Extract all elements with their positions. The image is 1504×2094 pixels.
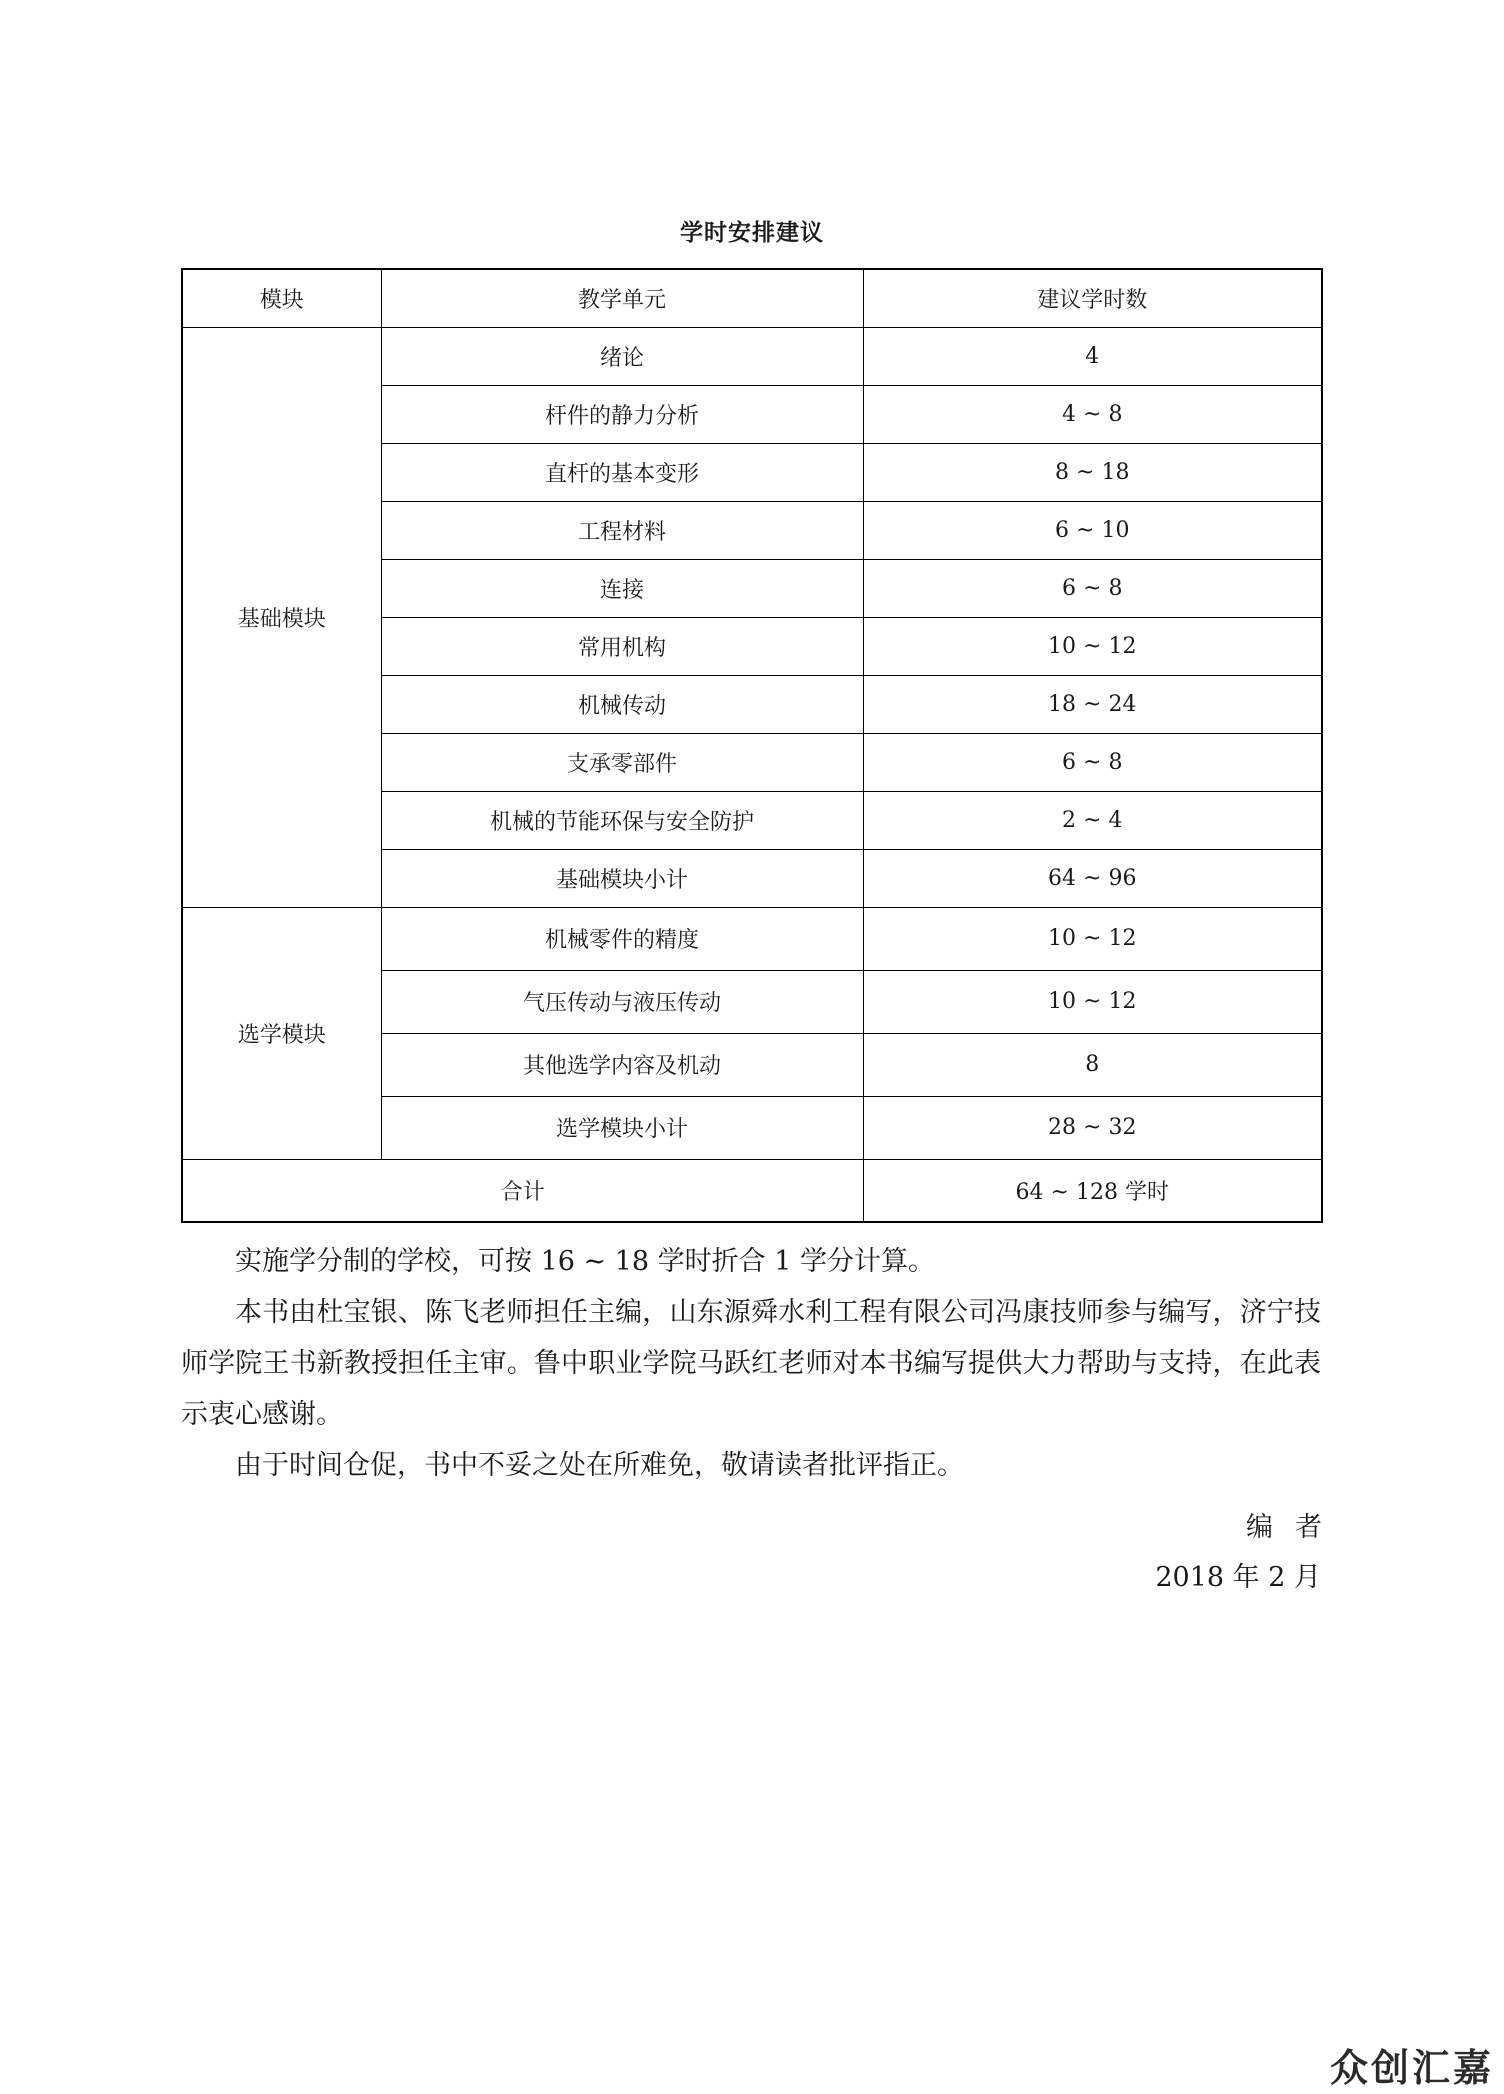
hours-cell: 10 ~ 12 — [863, 970, 1322, 1033]
elective-module-label: 选学模块 — [182, 907, 381, 1159]
hours-cell: 6 ~ 8 — [863, 733, 1322, 791]
hours-cell: 28 ~ 32 — [863, 1096, 1322, 1159]
unit-cell: 直杆的基本变形 — [381, 443, 863, 501]
notes-section — [181, 1236, 1321, 1491]
basic-module-label: 基础模块 — [182, 327, 381, 907]
total-hours: 64 ~ 128 学时 — [863, 1159, 1322, 1222]
unit-cell: 选学模块小计 — [381, 1096, 863, 1159]
paragraph: 实施学分制的学校，可按 16 ~ 18 学时折合 1 学分计算。 — [235, 1246, 936, 1277]
paragraph: 本书由杜宝银、陈飞老师担任主编，山东源舜水利工程有限公司冯康技师参与编写，济宁技师学院王书新教授担任主审。鲁中职业学院马跃红老师对本书编写提供大力帮助与支持，在此表示衷心感谢。 — [181, 1297, 1321, 1430]
unit-cell: 工程材料 — [381, 501, 863, 559]
header-unit: 教学单元 — [381, 269, 863, 327]
watermark-logo: 众创汇嘉 — [1329, 2046, 1494, 2090]
table-row — [182, 907, 1322, 970]
total-label: 合计 — [182, 1159, 863, 1222]
unit-cell: 杆件的静力分析 — [381, 385, 863, 443]
hours-cell: 10 ~ 12 — [863, 907, 1322, 970]
header-module: 模块 — [182, 269, 381, 327]
hours-cell: 2 ~ 4 — [863, 791, 1322, 849]
unit-cell: 连接 — [381, 559, 863, 617]
unit-cell: 常用机构 — [381, 617, 863, 675]
unit-cell: 支承零部件 — [381, 733, 863, 791]
schedule-table — [181, 268, 1323, 1223]
paragraph: 由于时间仓促，书中不妥之处在所难免，敬请读者批评指正。 — [235, 1450, 964, 1481]
unit-cell: 基础模块小计 — [381, 849, 863, 907]
table-total-row — [182, 1159, 1322, 1222]
header-hours: 建议学时数 — [863, 269, 1322, 327]
unit-cell: 气压传动与液压传动 — [381, 970, 863, 1033]
unit-cell: 绪论 — [381, 327, 863, 385]
unit-cell: 机械传动 — [381, 675, 863, 733]
signature-author: 编者 — [1246, 1512, 1344, 1543]
page-title: 学时安排建议 — [680, 220, 824, 246]
hours-cell: 6 ~ 8 — [863, 559, 1322, 617]
unit-cell: 机械零件的精度 — [381, 907, 863, 970]
hours-cell: 8 — [863, 1033, 1322, 1096]
unit-cell: 其他选学内容及机动 — [381, 1033, 863, 1096]
hours-cell: 4 — [863, 327, 1322, 385]
hours-cell: 64 ~ 96 — [863, 849, 1322, 907]
hours-cell: 6 ~ 10 — [863, 501, 1322, 559]
unit-cell: 机械的节能环保与安全防护 — [381, 791, 863, 849]
hours-cell: 18 ~ 24 — [863, 675, 1322, 733]
table-row — [182, 327, 1322, 385]
hours-cell: 8 ~ 18 — [863, 443, 1322, 501]
signature-date: 2018 年 2 月 — [1155, 1562, 1321, 1593]
table-header-row — [182, 269, 1322, 327]
hours-cell: 4 ~ 8 — [863, 385, 1322, 443]
hours-cell: 10 ~ 12 — [863, 617, 1322, 675]
